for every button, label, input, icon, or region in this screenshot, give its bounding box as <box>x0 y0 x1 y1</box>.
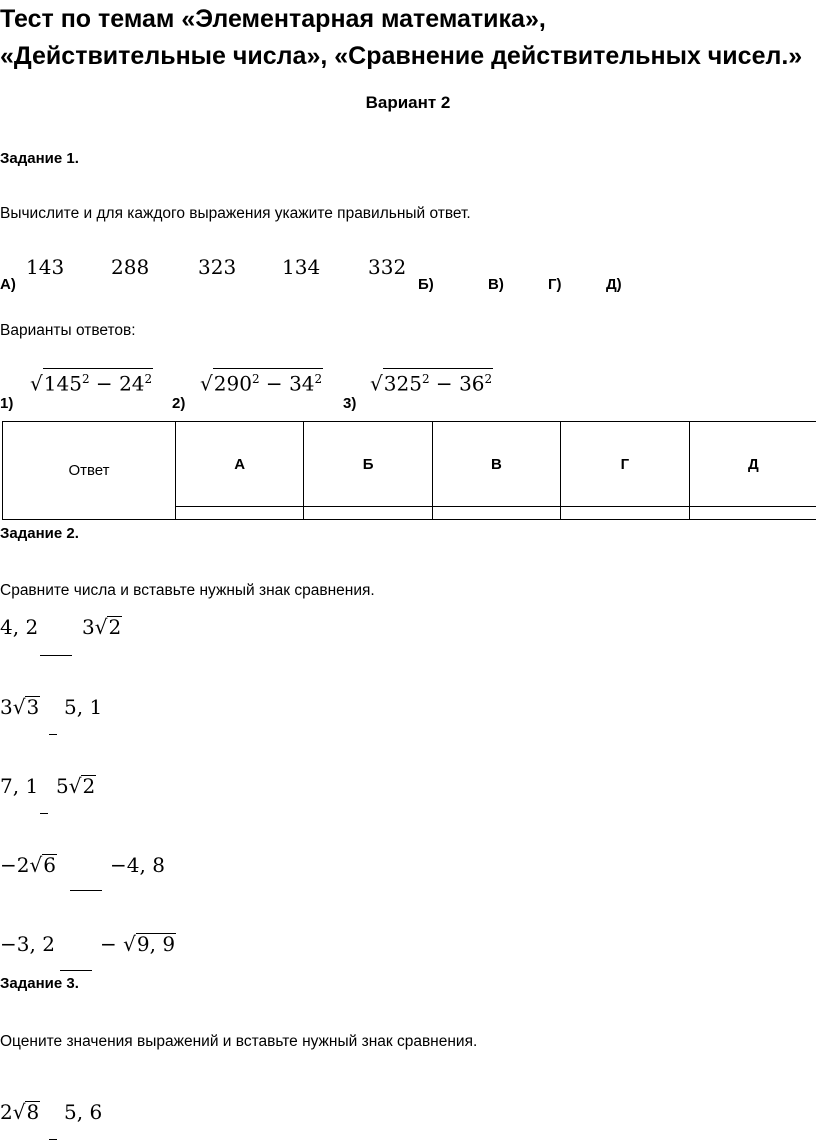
answer-col-g: Г <box>561 422 689 507</box>
sqrt-icon: √ <box>68 774 82 798</box>
variant-heading: Вариант 2 <box>365 93 451 112</box>
task1-heading: Задание 1. <box>0 150 79 167</box>
letter-d: Д) <box>606 276 622 293</box>
value-c: 323 <box>198 255 237 279</box>
option-1-expression: $√145^2 - 24^2$ <box>30 368 153 396</box>
title-line-2: «Действительные числа», «Сравнение действительных чисел.» <box>0 42 803 70</box>
letter-b: Б) <box>418 276 434 293</box>
letter-g: Г) <box>548 276 562 293</box>
answer-cell-a[interactable] <box>176 507 304 520</box>
value-d: 134 <box>282 255 321 279</box>
compare-4-blank[interactable] <box>70 890 102 891</box>
compare-5-blank[interactable] <box>60 970 92 971</box>
sqrt-icon: √ <box>12 695 26 719</box>
compare-1-left: 4, 2 <box>0 615 39 639</box>
sqrt-icon: √ <box>29 853 43 877</box>
sqrt-icon: √ <box>200 371 213 396</box>
answers-label: Варианты ответов: <box>0 322 136 339</box>
sqrt-icon: √ <box>123 932 136 956</box>
compare-2-right: 5, 1 <box>64 695 103 719</box>
compare-2-blank[interactable] <box>49 734 57 735</box>
task2-instruction: Сравните числа и вставьте нужный знак сравнения. <box>0 582 375 599</box>
task3-instruction: Оцените значения выражений и вставьте нужный знак сравнения. <box>0 1033 478 1050</box>
option-1-label: 1) <box>0 395 14 412</box>
title-line-1: Тест по темам «Элементарная математика», <box>0 5 546 33</box>
estimate-1-blank[interactable] <box>49 1139 57 1140</box>
answer-cell-b[interactable] <box>304 507 432 520</box>
answer-col-d: Д <box>689 422 816 507</box>
answer-row-label: Ответ <box>3 422 176 520</box>
value-e: 332 <box>368 255 407 279</box>
answer-table <box>2 421 816 520</box>
compare-5-left: −3, 2 <box>0 932 55 956</box>
sqrt-icon: √ <box>94 615 108 639</box>
compare-4-left: −2√6 <box>0 853 56 877</box>
task2-heading: Задание 2. <box>0 525 79 542</box>
sqrt-icon: √ <box>370 371 383 396</box>
compare-4-right: −4, 8 <box>110 853 165 877</box>
task1-instruction: Вычислите и для каждого выражения укажите правильный ответ. <box>0 205 471 222</box>
value-a: 143 <box>26 255 65 279</box>
compare-3-blank[interactable] <box>40 813 48 814</box>
compare-5-right: − √9, 9 <box>100 932 176 956</box>
option-2-label: 2) <box>172 395 186 412</box>
answer-cell-d[interactable] <box>689 507 816 520</box>
compare-3-right: 5√2 <box>56 774 96 798</box>
letter-v: В) <box>488 276 504 293</box>
option-3-expression: $√325^2 - 36^2$ <box>370 368 493 396</box>
answer-cell-g[interactable] <box>561 507 689 520</box>
sqrt-icon: √ <box>30 371 43 396</box>
task3-heading: Задание 3. <box>0 975 79 992</box>
compare-1-right: 3√2 <box>82 615 122 639</box>
answer-cell-v[interactable] <box>432 507 560 520</box>
compare-1-blank[interactable] <box>40 655 72 656</box>
value-b: 288 <box>111 255 150 279</box>
estimate-1-left: 2√8 <box>0 1100 40 1124</box>
answer-col-b: Б <box>304 422 432 507</box>
estimate-1-right: 5, 6 <box>64 1100 103 1124</box>
answer-col-a: А <box>176 422 304 507</box>
compare-3-left: 7, 1 <box>0 774 39 798</box>
option-2-expression: $√290^2 - 34^2$ <box>200 368 323 396</box>
compare-2-left: 3√3 <box>0 695 40 719</box>
answer-col-v: В <box>432 422 560 507</box>
sqrt-icon: √ <box>12 1100 26 1124</box>
letter-a: А) <box>0 276 16 293</box>
option-3-label: 3) <box>343 395 357 412</box>
